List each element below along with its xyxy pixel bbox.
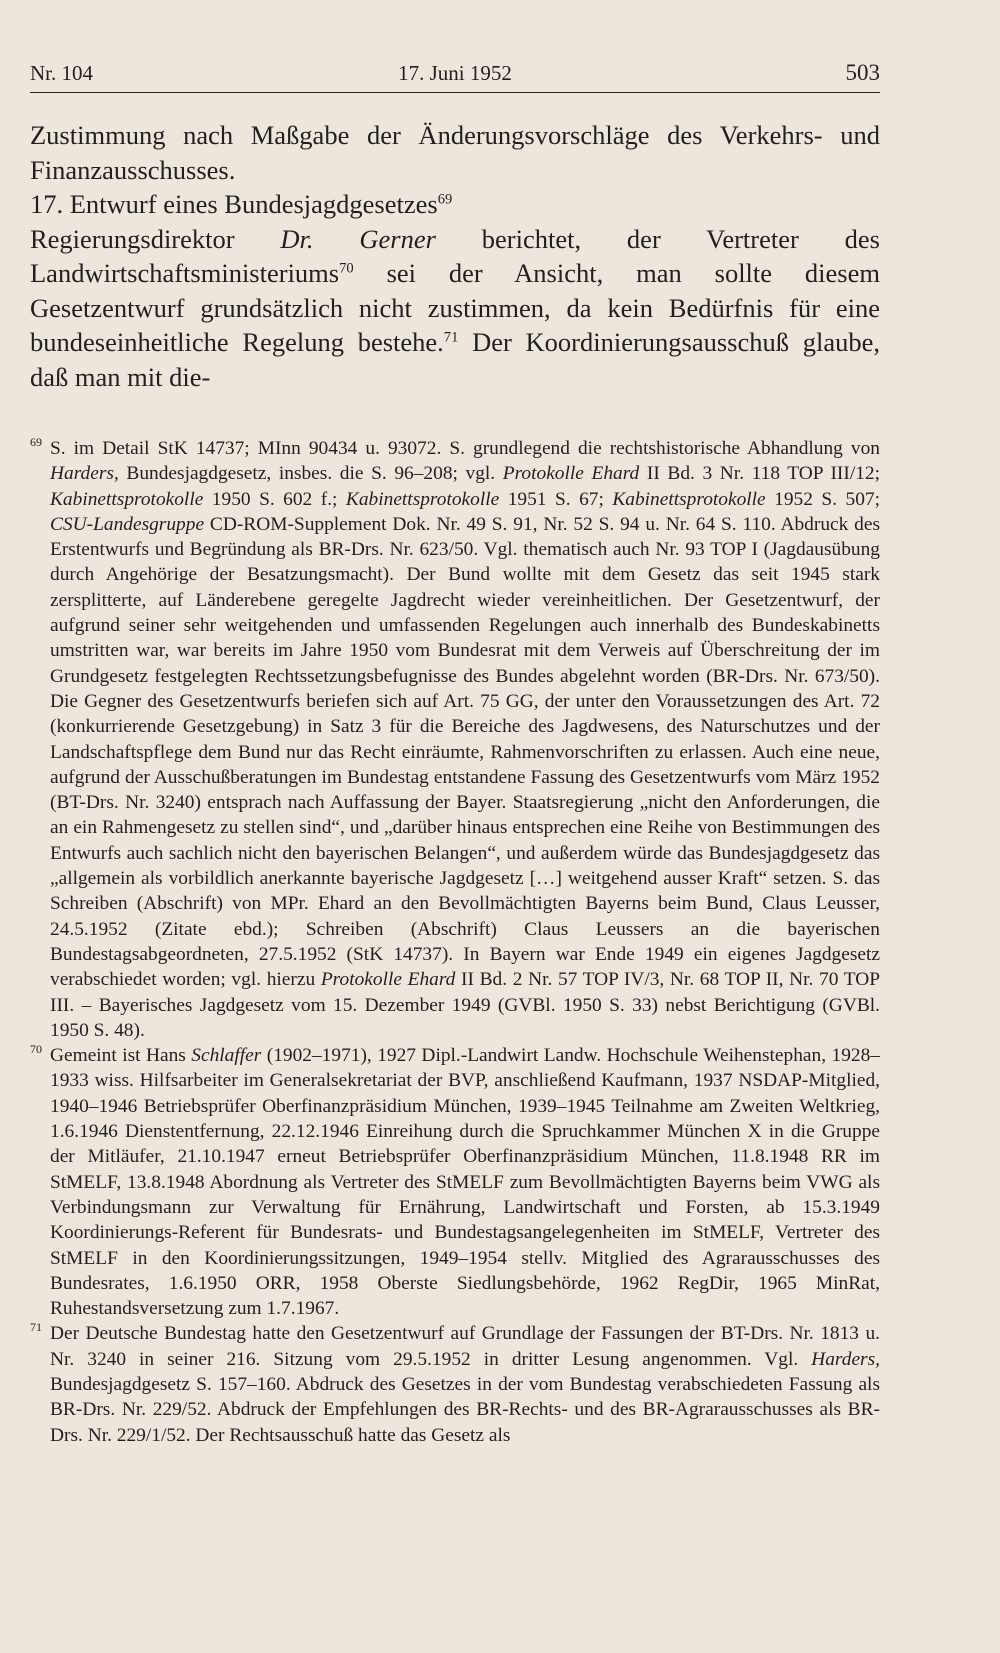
footnote-text: CD-ROM-Supplement Dok. Nr. 49 S. 91, Nr. 52 S. 94 u. Nr. 64 S. 110. Abdruck des Erstentwurfs und Begründung als BR-Drs. Nr. 623/50. Vgl. thematisch auch Nr. 93 TOP I (Jagdausübung durch Angehörige der Besatzungsmacht). Der Bund wollte mit dem Gesetz das seit 1945 stark zersplitterte, auf Länderebene geregelte Jagdrecht wieder vereinheitlichen. Der Gesetzentwurf, der aufgrund seiner sehr weitgehenden und umfassenden Regelungen auch innerhalb des Bundeskabinetts umstritten war, war bereits im Jahre 1950 vom Bundesrat mit dem Verweis auf Überschreitung der im Grundgesetz festgelegten Rechtssetzungsbefugnisse des Bundes abgelehnt worden (BR-Drs. Nr. 673/50). Die Gegner des Gesetzentwurfs beriefen sich auf Art. 75 GG, der unter den Voraussetzungen des Art. 72 (konkurrierende Gesetzgebung) in Satz 3 für die Bereiche des Jagdwesens, des Naturschutzes und der Landschaftspflege dem Bund nur das Recht einräumte, Rahmenvorschriften zu erlassen. Auch eine neue, aufgrund der Ausschußberatungen im Bundestag entstandene Fassung des Gesetzentwurfs vom März 1952 (BT-Drs. Nr. 3240) entsprach nach Auffassung der Bayer. Staatsregierung „nicht den Anforderungen, die an ein Rahmengesetz zu stellen sind“, und „darüber hinaus entsprechen eine Reihe von Bestimmungen des Entwurfs auch sachlich nicht den bayerischen Belangen“, und außerdem würde das Bundesjagdgesetz das „allgemein als vorbildlich anerkannte bayerische Jagdgesetz […] weitgehend ausser Kraft“ setzen. S. das Schreiben (Abschrift) von MPr. Ehard an den Bevollmächtigten Bayerns beim Bund, Claus Leusser, 24.5.1952 (Zitate ebd.); Schreiben (Abschrift) Claus Leussers an die bayerischen Bundestagsabgeordneten, 27.5.1952 (StK 14737). In Bayern war Ende 1949 ein eigenes Jagdgesetz verabschiedet worden; vgl. hierzu: [50, 513, 880, 991]
report-text-mid: berichtet, der Vertreter des Landwirtschaftsministeriums: [30, 223, 880, 288]
document-number: Nr. 104: [30, 61, 93, 85]
paragraph-report: [30, 222, 880, 395]
author-name: Harders,: [811, 1348, 880, 1370]
footnote-text: II Bd. 3 Nr. 118 TOP III/12;: [639, 463, 880, 485]
running-header: [30, 60, 880, 93]
footnote-69: [30, 436, 880, 1043]
paragraph-approval: Zustimmung nach Maßgabe der Änderungsvorschläge des Verkehrs- und Finanzausschusses.: [30, 120, 880, 185]
footnote-text: Der Deutsche Bundestag hatte den Gesetzentwurf auf Grundlage der Fassungen der BT-Drs. Nr. 1813 u. Nr. 3240 in seiner 216. Sitzung vom 29.5.1952 in dritter Lesung angenommen. Vgl.: [50, 1323, 880, 1370]
footnote-71: [30, 1321, 880, 1447]
header-date: 17. Juni 1952: [398, 61, 512, 85]
agenda-item-heading: [30, 187, 880, 222]
agenda-item-title: 17. Entwurf eines Bundesjagdgesetzes: [30, 189, 438, 219]
report-text-start: Regierungsdirektor: [30, 223, 281, 254]
footnote-text: Bundesjagdgesetz, insbes. die S. 96–208; vgl.: [118, 463, 503, 485]
footnote-70: [30, 1043, 880, 1321]
footnote-ref-69: 69: [437, 191, 453, 208]
source-title: Protokolle Ehard: [502, 463, 640, 485]
footnote-text: S. im Detail StK 14737; MInn 90434 u. 93072. S. grundlegend die rechtshistorische Abhandlung von: [50, 438, 880, 459]
source-title: Protokolle Ehard: [320, 969, 456, 991]
footnote-text: II Bd. 2 Nr. 57 TOP IV/3, Nr. 68 TOP II, Nr. 70 TOP III. – Bayerisches Jagdgesetz vom 15. Dezember 1949 (GVBl. 1950 S. 33) nebst Berichtigung (GVBl. 1950 S. 48).: [50, 969, 880, 1041]
source-title: Kabinettsprotokolle: [345, 488, 500, 510]
footnote-number: 69: [30, 435, 42, 449]
footnote-text: Bundesjagdgesetz S. 157–160. Abdruck des Gesetzes in der vom Bundestag verabschiedeten Fassung als BR-Drs. Nr. 229/52. Abdruck der Empfehlungen des BR-Rechts- und des BR-Agrarausschusses als BR-Drs. Nr. 229/1/52. Der Rechtsausschuß hatte das Gesetz als: [50, 1373, 880, 1446]
footnote-text: Gemeint ist Hans: [50, 1045, 192, 1067]
main-text: [30, 118, 880, 394]
footnote-number: 70: [30, 1042, 42, 1057]
page-number: 503: [845, 60, 880, 85]
footnote-number: 71: [30, 1320, 42, 1335]
person-name: Schlaffer: [191, 1045, 262, 1067]
footnotes: [30, 436, 880, 1448]
footnote-text: 1950 S. 602 f.;: [203, 488, 346, 510]
footnote-text: 1952 S. 507;: [765, 488, 880, 510]
author-name: Harders,: [50, 463, 119, 485]
footnote-ref-71: 71: [443, 329, 459, 346]
report-text-cont: sei der Ansicht, man sollte diesem Gesetzentwurf grundsätzlich nicht zustimmen, da kein Bedürfnis für eine bundeseinheitliche Regelung bestehe.: [30, 258, 880, 357]
source-title: Kabinettsprotokolle: [50, 488, 204, 510]
source-title: CSU-Landesgruppe: [50, 513, 205, 535]
footnote-ref-70: 70: [339, 260, 354, 277]
footnote-text: (1902–1971), 1927 Dipl.-Landwirt Landw. Hochschule Weihenstephan, 1928–1933 wiss. Hilfsarbeiter im Generalsekretariat der BVP, anschließend Kaufmann, 1937 NSDAP-Mitglied, 1940–1946 Betriebsprüfer Oberfinanzpräsidium München, 1939–1945 Teilnahme am Zweiten Weltkrieg, 1.6.1946 Dienstentfernung, 22.12.1946 Einreihung durch die Spruchkammer München X in die Gruppe der Mitläufer, 21.10.1947 erneut Betriebsprüfer Oberfinanzpräsidium München, 11.8.1948 RR im StMELF, 13.8.1948 Abordnung als Vertreter des StMELF zum Bevollmächtigten Bayerns beim VWG als Verbindungsmann zur Verwaltung für Ernährung, Landwirtschaft und Forsten, ab 15.3.1949 Koordinierungs-Referent für Bundesrats- und Bundestagsangelegenheiten im StMELF, Vertreter des StMELF in den Koordinierungssitzungen, 1949–1954 stellv. Mitglied des Agrarausschusses des Bundesrates, 1.6.1950 ORR, 1958 Oberste Siedlungsbehörde, 1962 RegDir, 1965 MinRat, Ruhestandsversetzung zum 1.7.1967.: [50, 1045, 880, 1320]
report-text-end: Der Koordinierungsausschuß glaube, daß man mit die-: [30, 327, 880, 392]
footnote-text: 1951 S. 67;: [499, 488, 613, 510]
source-title: Kabinettsprotokolle: [612, 488, 766, 510]
speaker-name: Dr. Gerner: [280, 223, 436, 254]
